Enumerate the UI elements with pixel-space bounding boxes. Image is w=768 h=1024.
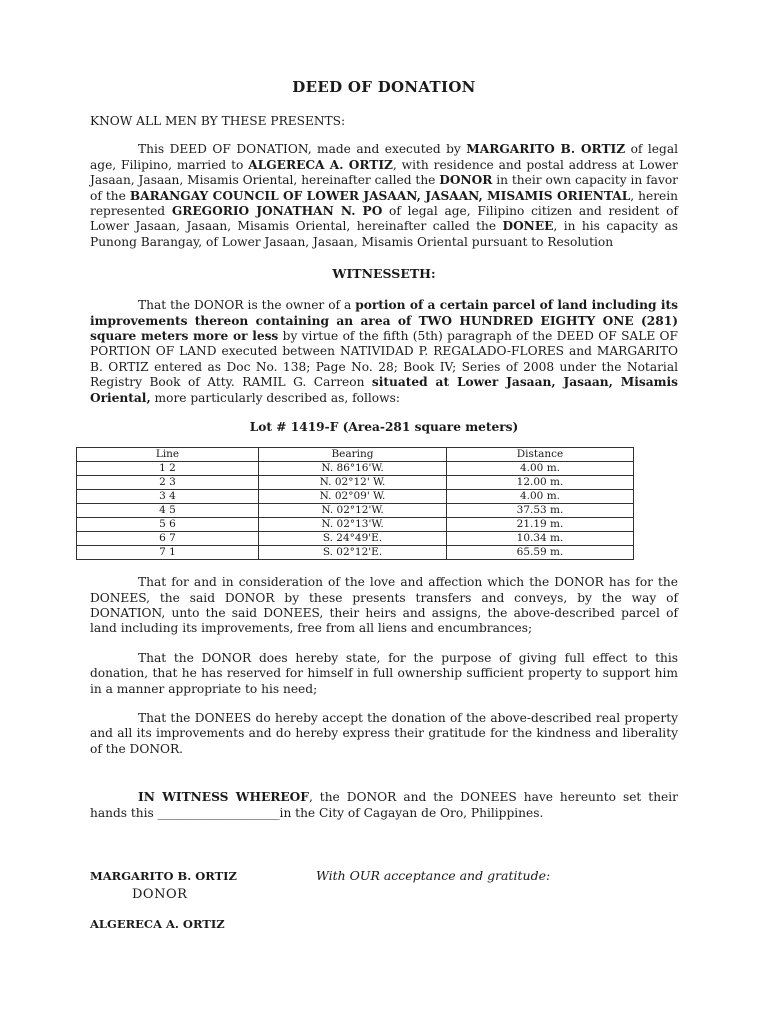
cell-distance: 4.00 m.	[447, 490, 634, 504]
cell-line: 6 7	[77, 532, 259, 546]
lot-title: Lot # 1419-F (Area-281 square meters)	[249, 420, 519, 435]
intro-text: in their own capacity in favor of the	[90, 173, 678, 203]
para-text: more particularly described as, follows:	[150, 390, 400, 405]
cell-line: 2 3	[77, 476, 259, 490]
cell-bearing: S. 02°12'E.	[259, 546, 447, 560]
para-text: by virtue of the fifth (5th) paragraph of the DEED OF SALE OF PORTION OF LAND executed between NATIVIDAD P. REGALADO-FLORES and MARGARITO B. ORTIZ entered as Doc No. 138; Page No. 28; Book IV; Series of 2008 under the Notarial Registry Book of Atty. RAMIL G. Carreon	[90, 329, 678, 390]
para-bold: portion of a certain parcel of land including its improvements thereon containing an area of TWO HUNDRED EIGHTY ONE (281) square meters more or less	[90, 298, 678, 344]
witness-text: , the DONOR and the DONEES have hereunto set their hands this	[90, 790, 678, 820]
column-header-distance: Distance	[447, 448, 634, 462]
representative-name: GREGORIO JONATHAN N. PO	[171, 204, 383, 219]
cell-distance: 12.00 m.	[447, 476, 634, 490]
signature-block	[90, 869, 678, 989]
cell-distance: 65.59 m.	[447, 546, 634, 560]
cell-bearing: N. 02°12'W.	[259, 504, 447, 518]
cell-line: 5 6	[77, 518, 259, 532]
acceptance-line: With OUR acceptance and gratitude:	[316, 867, 551, 883]
cell-distance: 10.34 m.	[447, 532, 634, 546]
spouse-signature-name: ALGERECA A. ORTIZ	[90, 916, 225, 931]
cell-line: 3 4	[77, 490, 259, 504]
date-blank-line: ____________________	[157, 805, 280, 820]
cell-bearing: N. 02°13'W.	[259, 518, 447, 532]
reservation-paragraph: That the DONOR does hereby state, for the purpose of giving full effect to this donation, that he has reserved for himself in full ownership sufficient property to support him in a manner appropriate to his need;	[90, 650, 678, 696]
cell-bearing: N. 86°16'W.	[259, 462, 447, 476]
cell-distance: 4.00 m.	[447, 462, 634, 476]
lot-bearing-table	[76, 447, 634, 560]
table-row	[77, 490, 634, 504]
cell-line: 7 1	[77, 546, 259, 560]
cell-line: 1 2	[77, 462, 259, 476]
table-row	[77, 504, 634, 518]
document-title: DEED OF DONATION	[292, 78, 476, 96]
donor-signature-name: MARGARITO B. ORTIZ	[90, 868, 237, 883]
intro-paragraph	[90, 142, 678, 250]
acceptance-paragraph: That the DONEES do hereby accept the donation of the above-described real property and all its improvements and do hereby express their gratitude for the kindness and liberality of the DONOR.	[90, 710, 678, 756]
column-header-line: Line	[77, 448, 259, 462]
donation-paragraph: That for and in consideration of the love and affection which the DONOR has for the DONEES, the said DONOR by these presents transfers and conveys, by the way of DONATION, unto the said DONEES, their heirs and assigns, the above-described parcel of land including its improvements, free from all liens and encumbrances;	[90, 575, 678, 636]
table-row	[77, 518, 634, 532]
witness-whereof-bold: IN WITNESS WHEREOF	[138, 790, 309, 805]
witnesseth-heading: WITNESSETH:	[332, 266, 436, 282]
donor-name-inline: MARGARITO B. ORTIZ	[466, 142, 626, 157]
donor-label: DONOR	[132, 886, 188, 902]
witness-text: in the City of Cagayan de Oro, Philippines.	[279, 805, 544, 820]
spouse-name-inline: ALGERECA A. ORTIZ	[248, 157, 393, 172]
intro-text: , herein represented	[90, 188, 678, 219]
greeting: KNOW ALL MEN BY THESE PRESENTS:	[90, 114, 346, 128]
cell-distance: 21.19 m.	[447, 518, 634, 532]
intro-text: of legal age, Filipino citizen and resident of Lower Jasaan, Jasaan, Misamis Oriental, hereinafter called the	[90, 204, 679, 234]
cell-line: 4 5	[77, 504, 259, 518]
donee-term: DONEE	[502, 219, 554, 234]
intro-text: of legal age, Filipino, married to	[90, 142, 678, 172]
location-bold: situated at Lower Jasaan, Jasaan, Misamis Oriental,	[90, 375, 678, 405]
cell-bearing: N. 02°09' W.	[259, 490, 447, 504]
ownership-paragraph	[90, 298, 678, 406]
witness-whereof-paragraph	[90, 790, 678, 821]
cell-distance: 37.53 m.	[447, 504, 634, 518]
cell-bearing: S. 24°49'E.	[259, 532, 447, 546]
para-text: That the DONOR is the owner of a	[138, 298, 356, 313]
column-header-bearing: Bearing	[259, 448, 447, 462]
table-row	[77, 546, 634, 560]
cell-bearing: N. 02°12' W.	[259, 476, 447, 490]
intro-text: , with residence and postal address at Lower Jasaan, Jasaan, Misamis Oriental, hereinafter called the	[90, 157, 678, 188]
intro-text: This DEED OF DONATION, made and executed by	[138, 142, 467, 157]
table-header-row	[77, 448, 634, 462]
intro-text: , in his capacity as Punong Barangay, of Lower Jasaan, Jasaan, Misamis Oriental pursuant to Resolution	[90, 219, 678, 249]
donor-term: DONOR	[439, 173, 493, 188]
table-row	[77, 532, 634, 546]
table-row	[77, 476, 634, 490]
council-name: BARANGAY COUNCIL OF LOWER JASAAN, JASAAN, MISAMIS ORIENTAL	[129, 188, 631, 203]
table-row	[77, 462, 634, 476]
